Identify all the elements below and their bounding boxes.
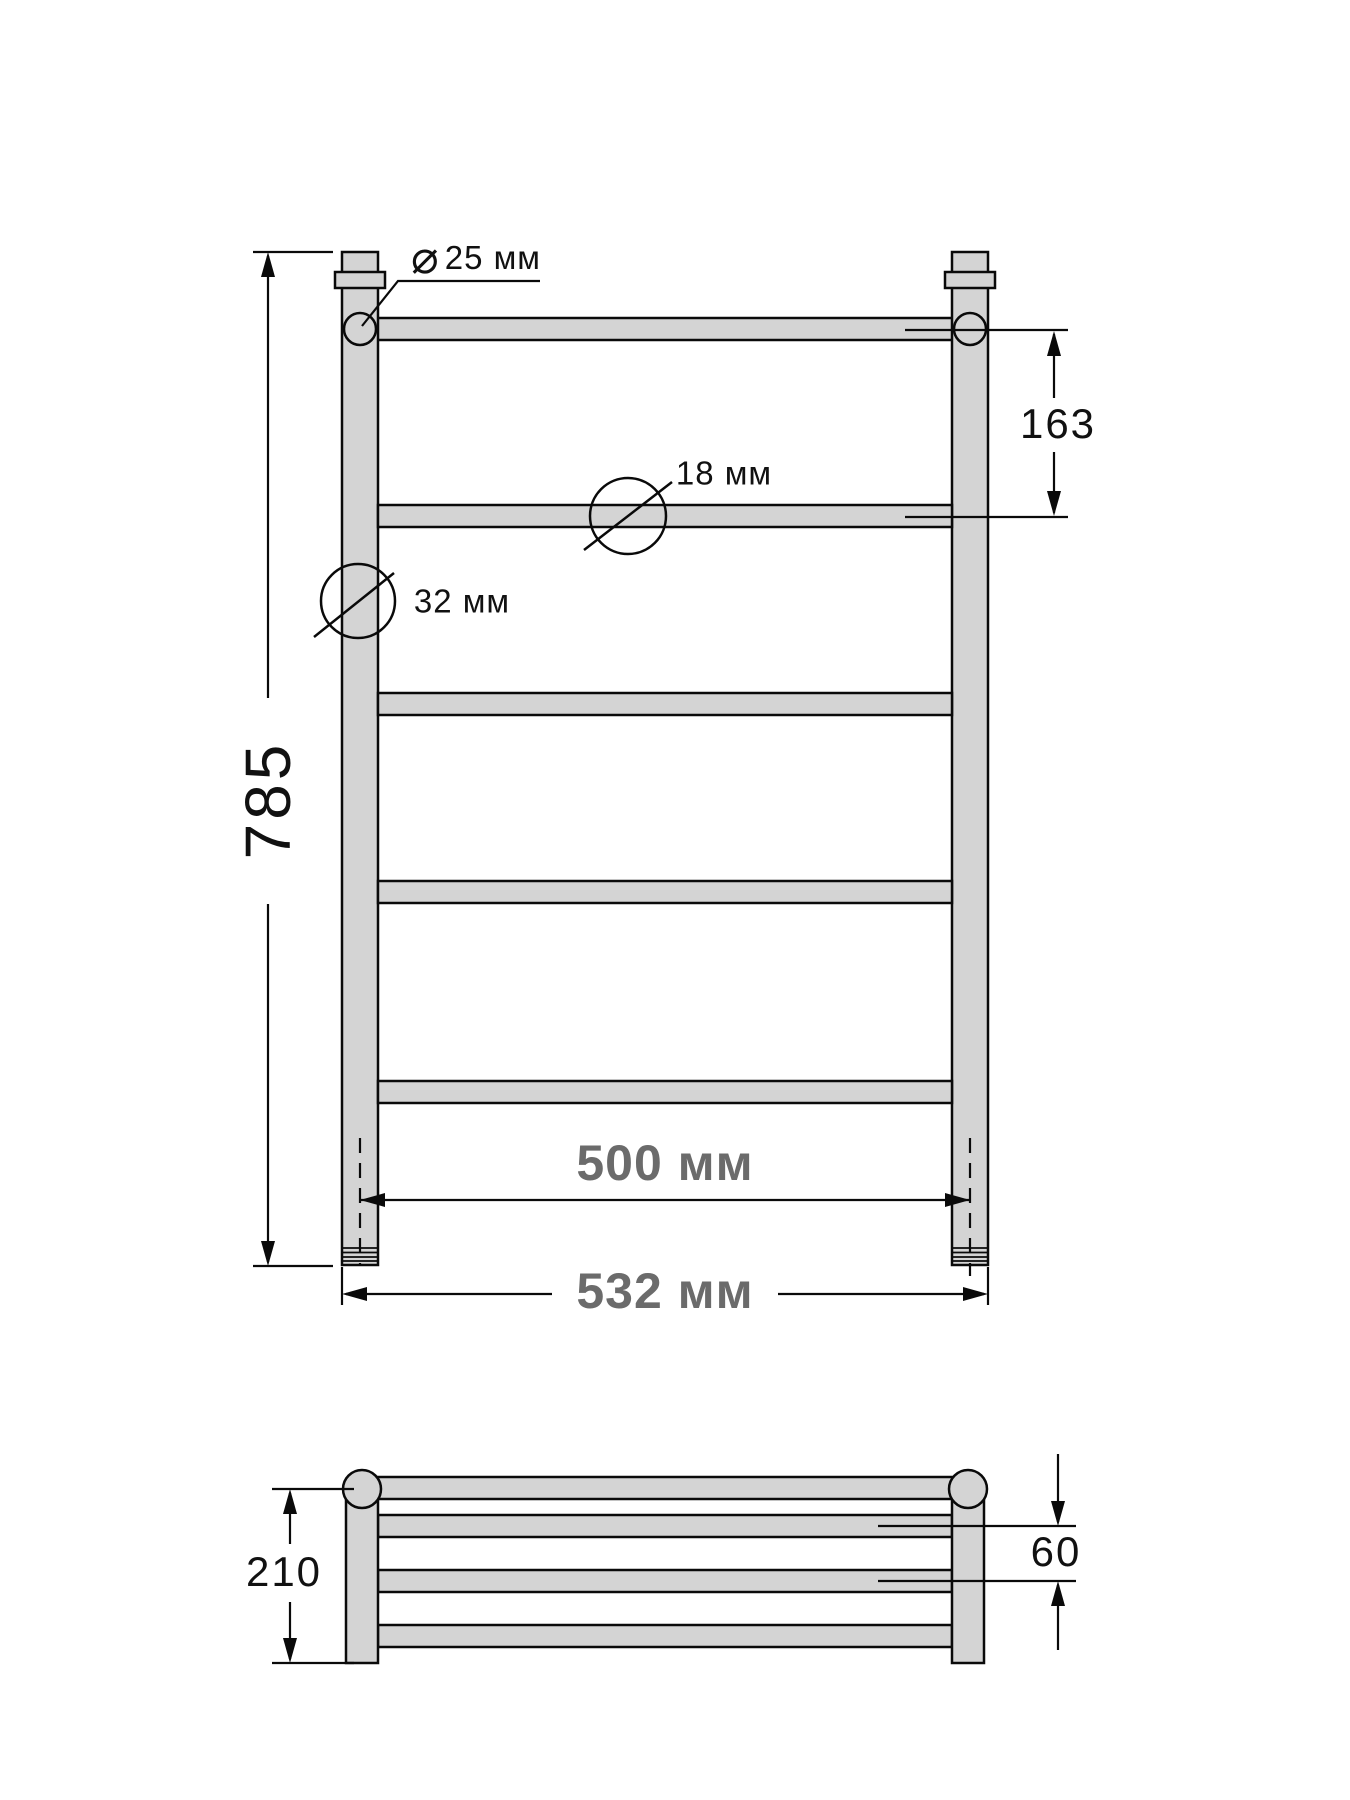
dim-label-rung-offset: 60	[1030, 1528, 1082, 1575]
arrow-down-60	[1051, 1501, 1065, 1526]
arrow-up-163	[1047, 331, 1061, 356]
joint-circle-left	[344, 313, 376, 345]
side-bar-2	[378, 1515, 952, 1537]
diameter-symbol-icon: ⌀	[411, 231, 439, 283]
side-joint-circle-right	[949, 1470, 987, 1508]
callout-cap-diameter-label: 25 мм	[444, 238, 541, 276]
rung-5	[378, 1081, 952, 1103]
dim-label-top-rung-offset: 163	[1012, 400, 1104, 448]
callout-cap-diameter	[411, 231, 541, 283]
arrow-left-532	[342, 1287, 367, 1301]
right-collar	[945, 272, 995, 288]
side-bar-4	[378, 1625, 952, 1647]
dim-label-axis-width: 500 мм	[576, 1135, 754, 1191]
dim-label-overall-width: 532 мм	[568, 1263, 761, 1319]
rung-1	[366, 318, 964, 340]
side-bar-3	[378, 1570, 952, 1592]
left-collar	[335, 272, 385, 288]
side-column-left	[346, 1497, 378, 1663]
arrow-up-785	[261, 252, 275, 277]
arrow-down-163	[1047, 491, 1061, 516]
dim-label-depth: 210	[238, 1548, 330, 1596]
rung-4	[378, 881, 952, 903]
callout-rung-diameter-label: 18 мм	[675, 454, 773, 492]
arrow-down-785	[261, 1241, 275, 1266]
arrow-up-60	[1051, 1581, 1065, 1606]
callout-post-diameter-label: 32 мм	[413, 582, 511, 620]
left-post	[342, 252, 378, 1265]
dim-label-overall-height: 785	[233, 733, 303, 868]
side-bar-top	[368, 1477, 962, 1499]
arrow-up-210	[283, 1489, 297, 1514]
arrow-down-210	[283, 1638, 297, 1663]
arrow-right-532	[963, 1287, 988, 1301]
rung-3	[378, 693, 952, 715]
right-post	[952, 252, 988, 1265]
